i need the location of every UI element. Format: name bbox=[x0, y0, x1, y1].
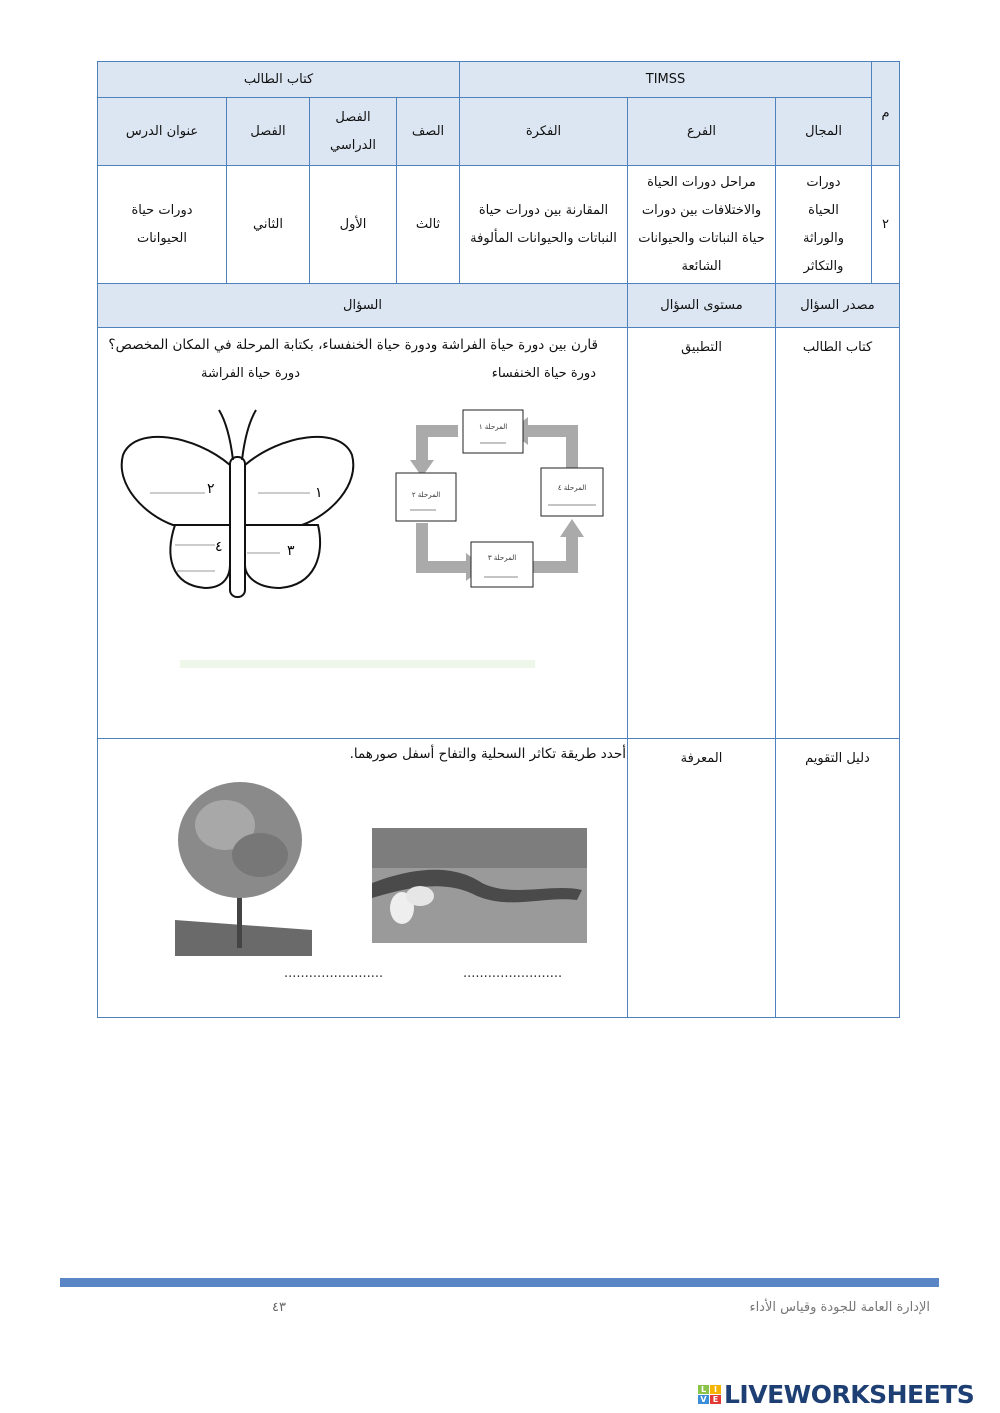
footer-org: الإدارة العامة للجودة وقياس الأداء bbox=[749, 1300, 930, 1315]
cell-semester: الأول bbox=[309, 165, 397, 284]
col-index-header: م bbox=[871, 61, 900, 166]
cell-chapter: الثاني bbox=[226, 165, 310, 284]
butterfly-number-2: ٢ bbox=[207, 481, 215, 497]
q1-level: التطبيق bbox=[627, 327, 776, 739]
page-number: ٤٣ bbox=[272, 1300, 286, 1315]
header-chapter: الفصل bbox=[226, 97, 310, 166]
beetle-cycle-label: دورة حياة الخنفساء bbox=[491, 366, 596, 381]
cell-lesson-title: دورات حياة الحيوانات bbox=[97, 165, 227, 284]
q1-text: قارن بين دورة حياة الفراشة ودورة حياة الخنفساء، بكتابة المرحلة في المكان المخصص؟ bbox=[108, 337, 598, 353]
lizard-answer-blank[interactable]: ........................ bbox=[463, 966, 563, 981]
live-badge-icon: L I V E bbox=[698, 1385, 721, 1404]
q2-source: دليل التقويم bbox=[775, 738, 900, 1018]
stage-4-label: المرحلة ٤ bbox=[557, 484, 587, 492]
tree-answer-blank[interactable]: ........................ bbox=[284, 966, 384, 981]
watermark-text: LIVEWORKSHEETS bbox=[724, 1380, 975, 1409]
footer-bar bbox=[60, 1278, 939, 1287]
butterfly-number-1: ١ bbox=[315, 485, 323, 501]
q1-source: كتاب الطالب bbox=[775, 327, 900, 739]
group-timss: TIMSS bbox=[459, 61, 872, 98]
header-branch: الفرع bbox=[627, 97, 776, 166]
q2-text: أحدد طريقة تكاثر السحلية والتفاح أسفل صورهما. bbox=[349, 746, 626, 762]
q2-level: المعرفة bbox=[627, 738, 776, 1018]
cell-grade: ثالث bbox=[396, 165, 460, 284]
lizard-image bbox=[372, 828, 587, 943]
header-domain: المجال bbox=[775, 97, 872, 166]
butterfly-number-4: ٤ bbox=[215, 539, 223, 555]
apple-tree-image bbox=[175, 780, 312, 956]
cell-idea: المقارنة بين دورات حياة النباتات والحيوانات المألوفة bbox=[459, 165, 628, 284]
stage-1-label: المرحلة ١ bbox=[478, 423, 508, 431]
stage-2-label: المرحلة ٢ bbox=[411, 491, 441, 499]
header-lesson-title: عنوان الدرس bbox=[97, 97, 227, 166]
header-level: مستوى السؤال bbox=[627, 283, 776, 328]
butterfly-cycle-label: دورة حياة الفراشة bbox=[201, 366, 300, 381]
header-question: السؤال bbox=[97, 283, 628, 328]
group-student-book: كتاب الطالب bbox=[97, 61, 460, 98]
header-grade: الصف bbox=[396, 97, 460, 166]
liveworksheets-watermark bbox=[698, 1380, 974, 1409]
header-idea: الفكرة bbox=[459, 97, 628, 166]
cell-domain: دورات الحياة والوراثة والتكاثر bbox=[775, 165, 872, 284]
row-index: ٢ bbox=[871, 165, 900, 284]
header-semester: الفصل الدراسي bbox=[309, 97, 397, 166]
butterfly-diagram bbox=[115, 405, 360, 605]
stage-3-label: المرحلة ٣ bbox=[487, 554, 517, 562]
beetle-cycle-diagram bbox=[388, 405, 608, 595]
highlight-strip bbox=[180, 660, 535, 668]
header-source: مصدر السؤال bbox=[775, 283, 900, 328]
cell-branch: مراحل دورات الحياة والاختلافات بين دورات حياة النباتات والحيوانات الشائعة bbox=[627, 165, 776, 284]
butterfly-number-3: ٣ bbox=[287, 543, 295, 559]
